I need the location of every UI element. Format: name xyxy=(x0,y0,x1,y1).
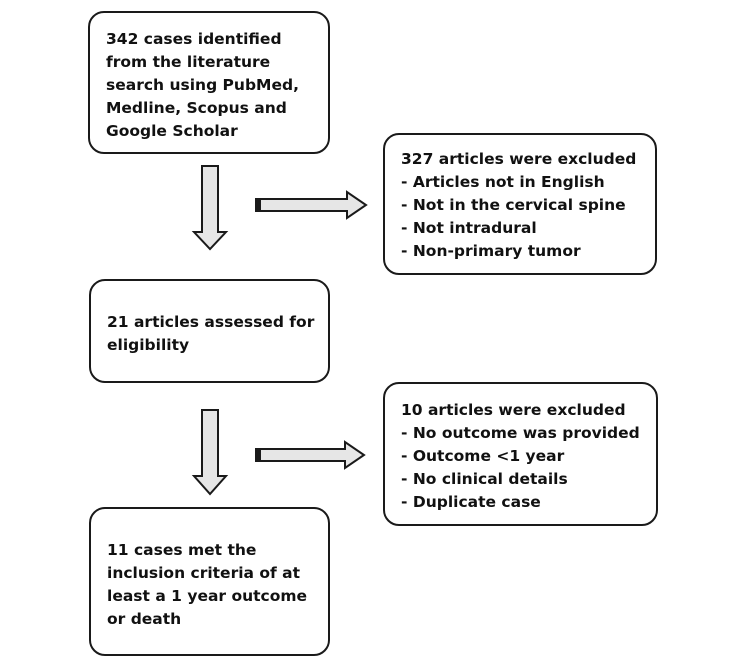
right-arrow-1-icon xyxy=(256,192,366,218)
right-arrow-1-tail xyxy=(256,199,261,211)
first-exclusion-reason-1: - Articles not in English xyxy=(401,173,605,191)
included-line-2: inclusion criteria of at xyxy=(107,564,301,582)
identified-line-2: from the literature xyxy=(106,53,271,71)
down-arrow-1-icon xyxy=(194,166,226,249)
identified-line-1: 342 cases identified xyxy=(106,30,282,48)
identified-line-3: search using PubMed, xyxy=(106,76,299,94)
second-exclusion-reason-1: - No outcome was provided xyxy=(401,424,640,442)
second-exclusion-box xyxy=(383,382,658,526)
assessed-articles-box xyxy=(89,279,330,383)
right-arrow-2-tail xyxy=(256,449,261,461)
included-line-4: or death xyxy=(107,610,182,628)
right-arrow-2-icon xyxy=(256,442,364,468)
included-line-3: least a 1 year outcome xyxy=(107,587,308,605)
identified-line-5: Google Scholar xyxy=(106,122,238,140)
down-arrow-2-icon xyxy=(194,410,226,494)
second-exclusion-reason-4: - Duplicate case xyxy=(401,493,541,511)
second-exclusion-reason-3: - No clinical details xyxy=(401,470,568,488)
first-exclusion-reason-2: - Not in the cervical spine xyxy=(401,196,626,214)
identified-line-4: Medline, Scopus and xyxy=(106,99,287,117)
identified-cases-box xyxy=(88,11,330,154)
first-exclusion-reason-3: - Not intradural xyxy=(401,219,537,237)
first-exclusion-heading: 327 articles were excluded xyxy=(401,150,637,168)
first-exclusion-box xyxy=(383,133,657,275)
included-line-1: 11 cases met the xyxy=(107,541,257,559)
assessed-line-1: 21 articles assessed for xyxy=(107,313,315,331)
first-exclusion-reason-4: - Non-primary tumor xyxy=(401,242,581,260)
assessed-line-2: eligibility xyxy=(107,336,190,354)
included-cases-box xyxy=(89,507,330,656)
second-exclusion-heading: 10 articles were excluded xyxy=(401,401,626,419)
second-exclusion-reason-2: - Outcome <1 year xyxy=(401,447,565,465)
